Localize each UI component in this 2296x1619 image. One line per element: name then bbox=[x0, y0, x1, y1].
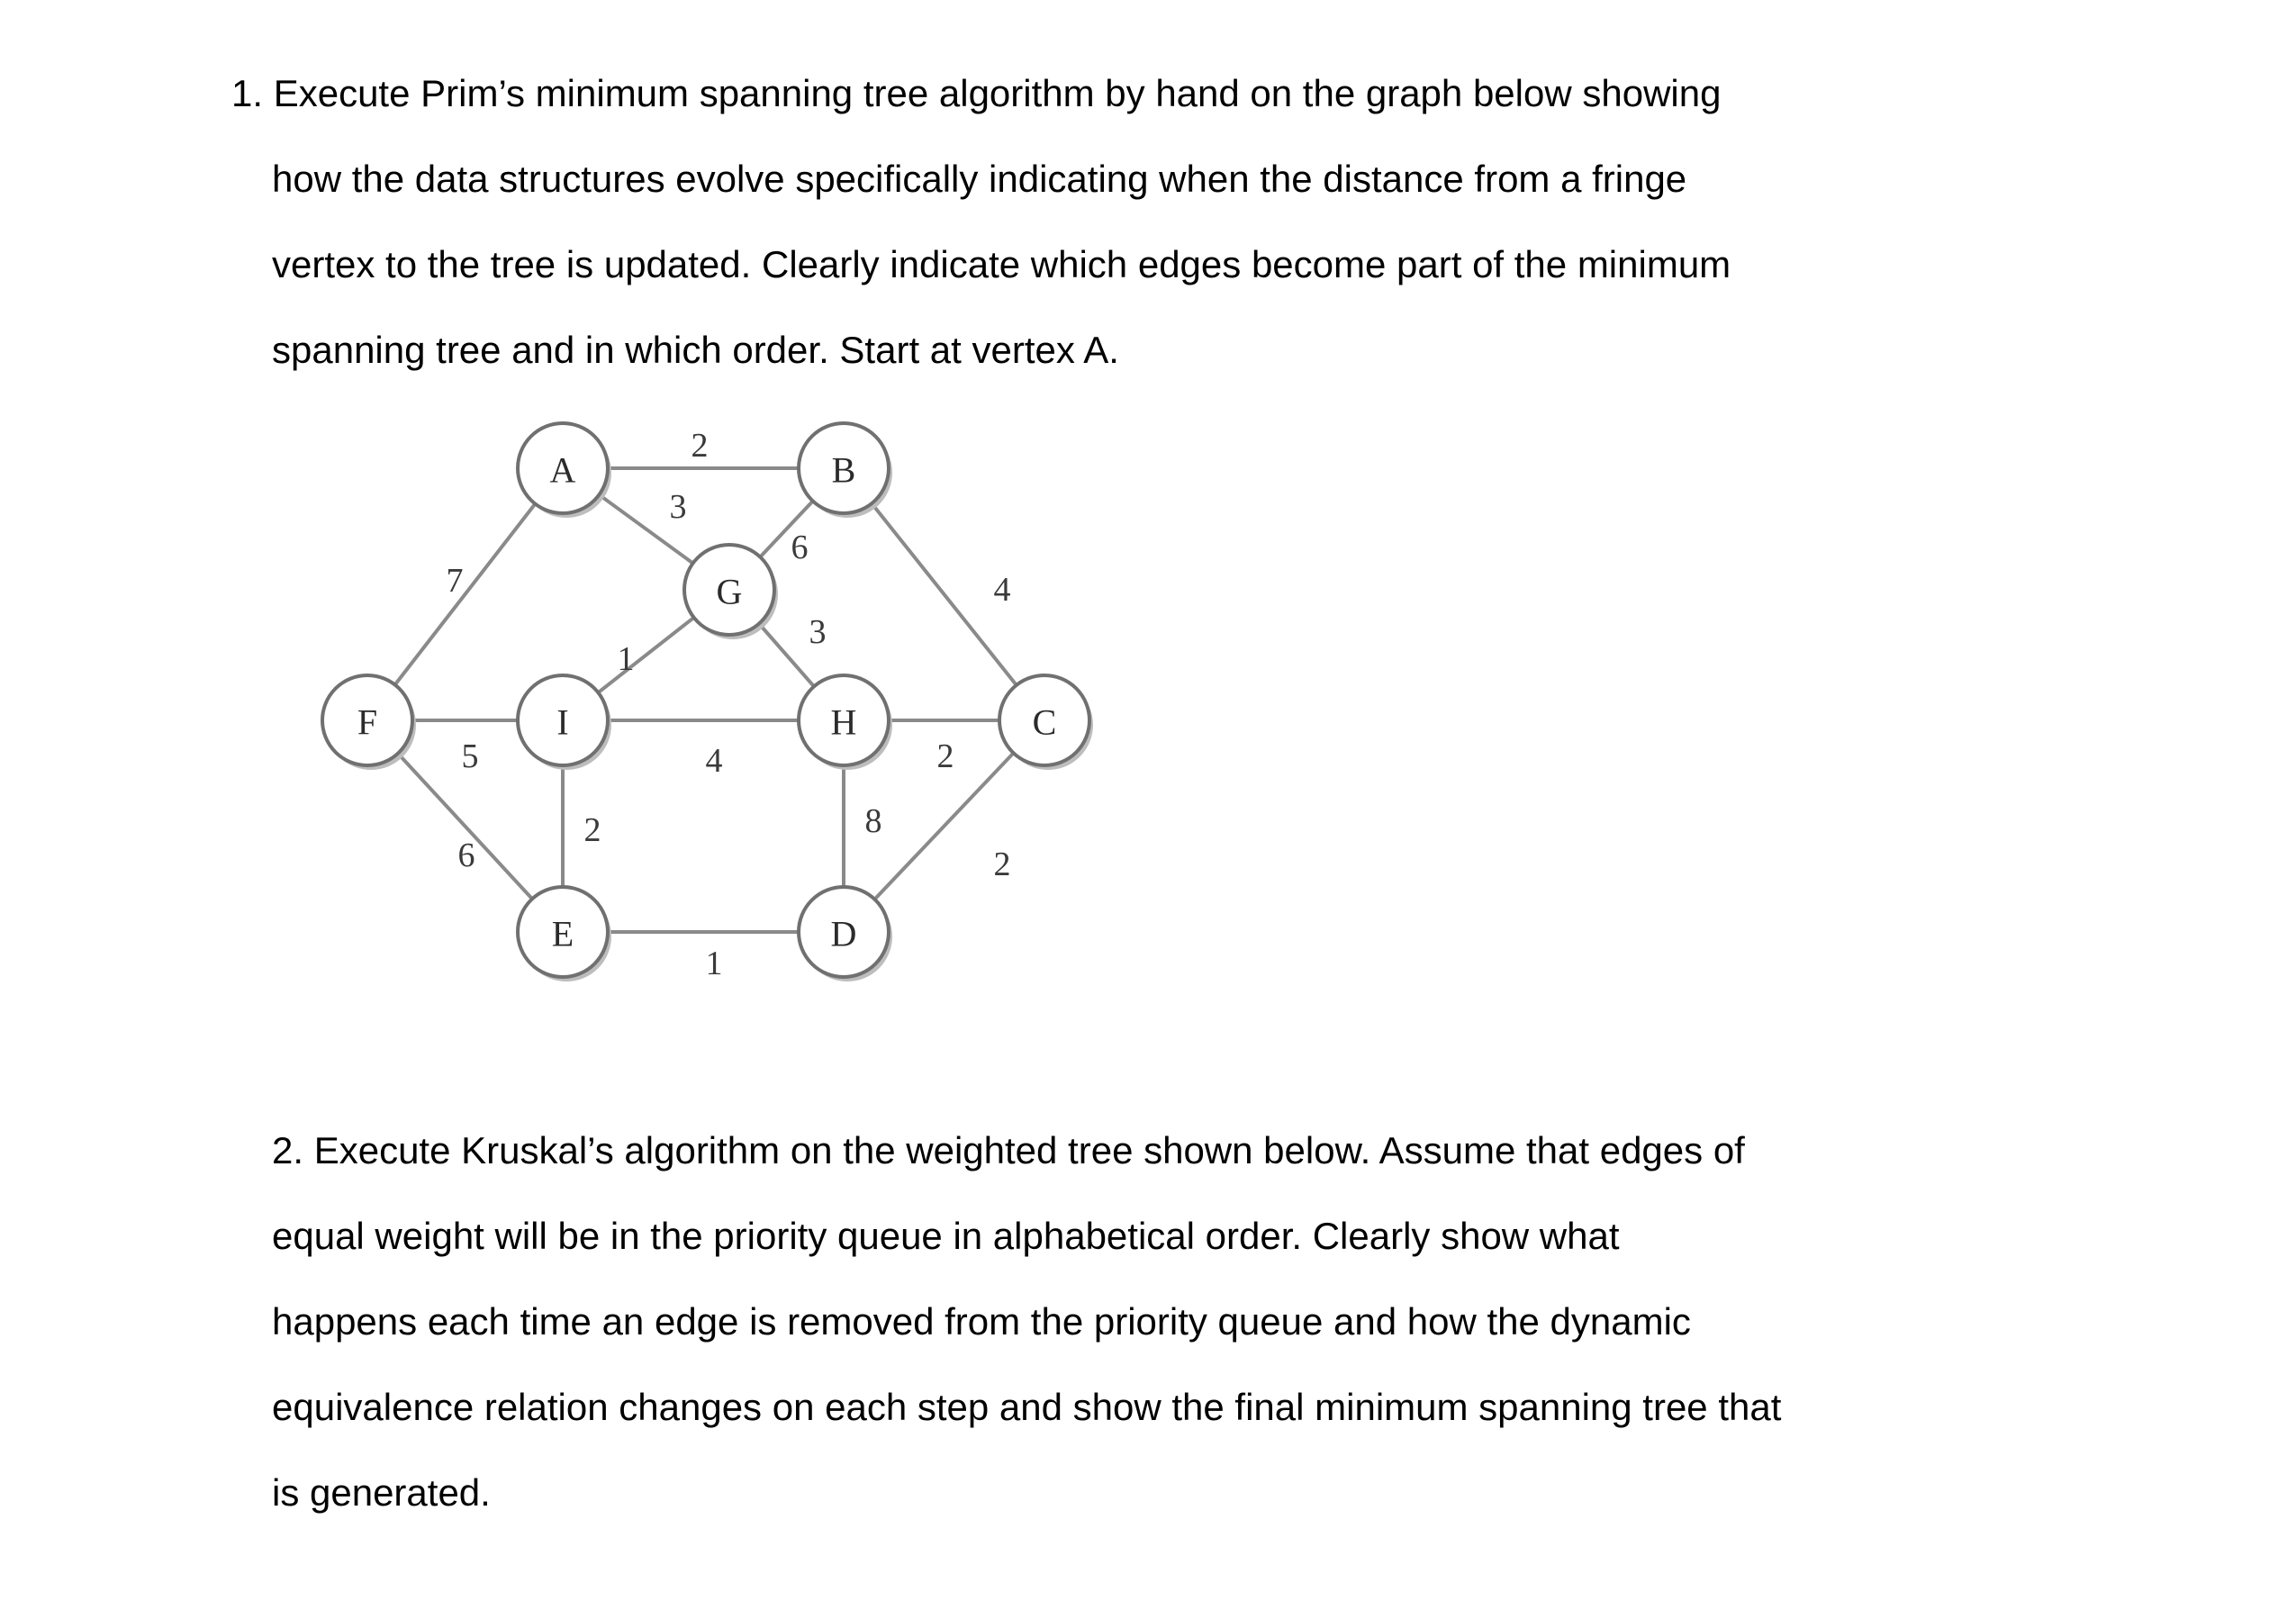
question-1-line: spanning tree and in which order. Start at vertex A. bbox=[272, 329, 1119, 371]
edge-weight-a-g: 3 bbox=[669, 488, 687, 526]
node-label: A bbox=[549, 449, 576, 491]
edge-weight-h-c: 2 bbox=[936, 737, 954, 775]
question-2-text bbox=[272, 1108, 1857, 1535]
edge-weight-h-d: 8 bbox=[864, 802, 882, 840]
question-2-line: is generated. bbox=[272, 1471, 491, 1514]
node-f bbox=[322, 675, 416, 770]
edge-weight-a-b: 2 bbox=[691, 427, 709, 465]
edge-weight-g-i: 1 bbox=[617, 640, 635, 678]
question-1-text bbox=[231, 50, 1857, 393]
weighted-graph-figure bbox=[306, 414, 1116, 990]
edge-weight-e-d: 1 bbox=[705, 945, 723, 982]
edge-weight-i-e: 2 bbox=[583, 811, 601, 849]
question-2-line: happens each time an edge is removed from the priority queue and how the dynamic bbox=[272, 1300, 1691, 1343]
question-2-line: 2. Execute Kruskal’s algorithm on the weighted tree shown below. Assume that edges of bbox=[272, 1129, 1745, 1171]
edge-weight-f-e: 6 bbox=[457, 837, 475, 874]
node-a bbox=[518, 423, 611, 518]
edge-weight-b-g: 6 bbox=[791, 529, 809, 566]
node-g bbox=[684, 545, 778, 639]
edge-weight-a-f: 7 bbox=[446, 562, 464, 600]
node-label: B bbox=[831, 449, 856, 491]
node-label: I bbox=[556, 701, 569, 743]
node-label: G bbox=[716, 571, 743, 612]
edge-a-f bbox=[367, 468, 563, 720]
node-label: C bbox=[1032, 701, 1057, 743]
edge-weight-c-d: 2 bbox=[993, 846, 1011, 883]
node-label: H bbox=[830, 701, 857, 743]
node-label: F bbox=[357, 701, 378, 743]
question-1-line: how the data structures evolve specifically indicating when the distance from a fringe bbox=[272, 158, 1687, 200]
question-1-line: 1. Execute Prim’s minimum spanning tree algorithm by hand on the graph below showing bbox=[231, 72, 1722, 114]
edge-weight-b-c: 4 bbox=[993, 571, 1011, 609]
node-d bbox=[799, 887, 892, 981]
node-i bbox=[518, 675, 611, 770]
graph-nodes bbox=[322, 423, 1093, 981]
question-2-line: equivalence relation changes on each step and show the final minimum spanning tree that bbox=[272, 1386, 1782, 1428]
node-label: E bbox=[551, 913, 574, 954]
edge-weight-g-h: 3 bbox=[809, 613, 827, 651]
question-2-line: equal weight will be in the priority queue in alphabetical order. Clearly show what bbox=[272, 1215, 1620, 1257]
node-h bbox=[799, 675, 892, 770]
question-1-line: vertex to the tree is updated. Clearly indicate which edges become part of the minimum bbox=[272, 243, 1731, 285]
edge-weight-i-h: 4 bbox=[705, 742, 723, 780]
edge-weight-f-i: 5 bbox=[461, 737, 479, 775]
node-c bbox=[999, 675, 1093, 770]
node-e bbox=[518, 887, 611, 981]
node-label: D bbox=[830, 913, 857, 954]
